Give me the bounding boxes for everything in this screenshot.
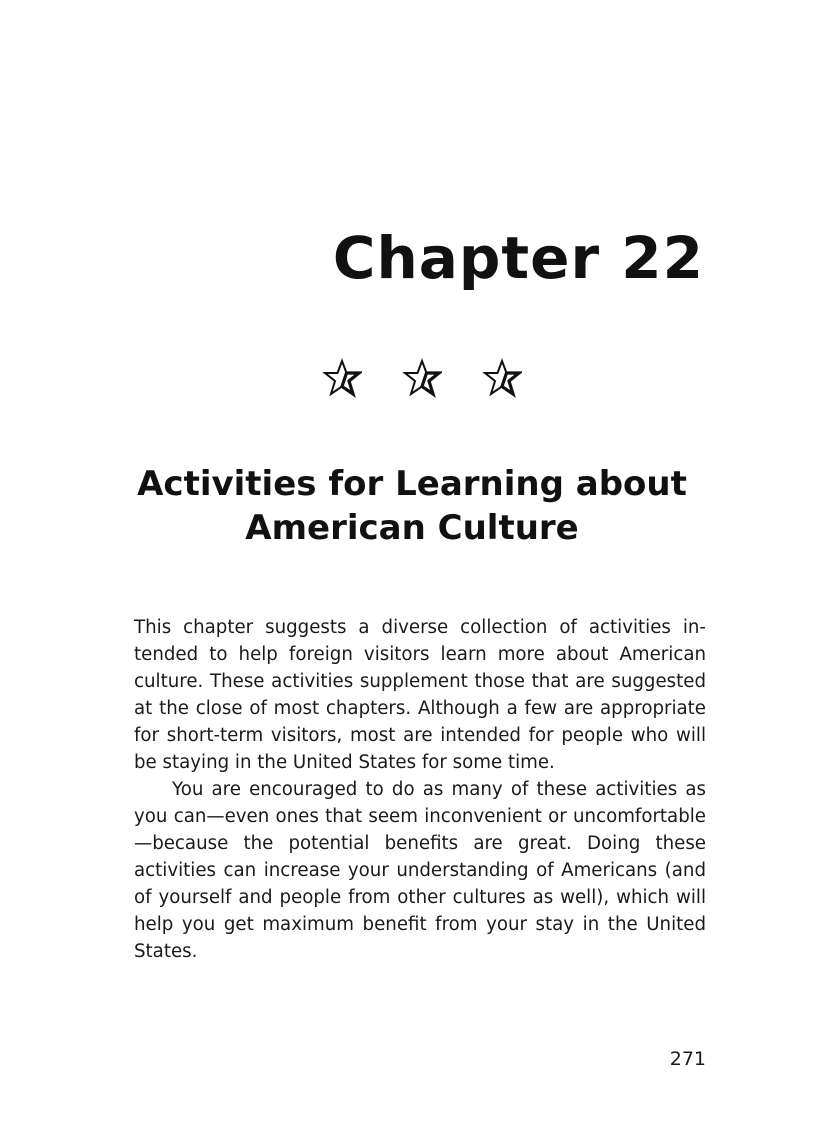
chapter-title-line-1: Activities for Learning about (137, 464, 687, 504)
star-ornament (0, 358, 816, 404)
chapter-title (120, 462, 704, 550)
star-icon (322, 358, 362, 398)
chapter-body (134, 614, 706, 965)
star-icon (482, 358, 522, 398)
star-icon (402, 358, 442, 398)
page-number: 271 (669, 1048, 706, 1070)
intro-paragraph: This chapter suggests a diverse collection of activities intended to help foreign visitors learn more about American culture. These activities supplement those that are suggested at the close of most chapters. Although a few are appropriate for short-term visitors, most are intended for people who will be staying in the United States for some time. (134, 617, 706, 773)
chapter-heading: Chapter 22 (332, 224, 704, 292)
chapter-title-line-2: American Culture (245, 508, 579, 548)
encouragement-paragraph: You are encouraged to do as many of these activities as you can—even ones that seem inconvenient or uncomfortable—because the potential benefits are great. Doing these activities can increase your understanding of Americans (and of yourself and people from other cultures as well), which will help you get maximum benefit from your stay in the United States. (134, 779, 706, 962)
